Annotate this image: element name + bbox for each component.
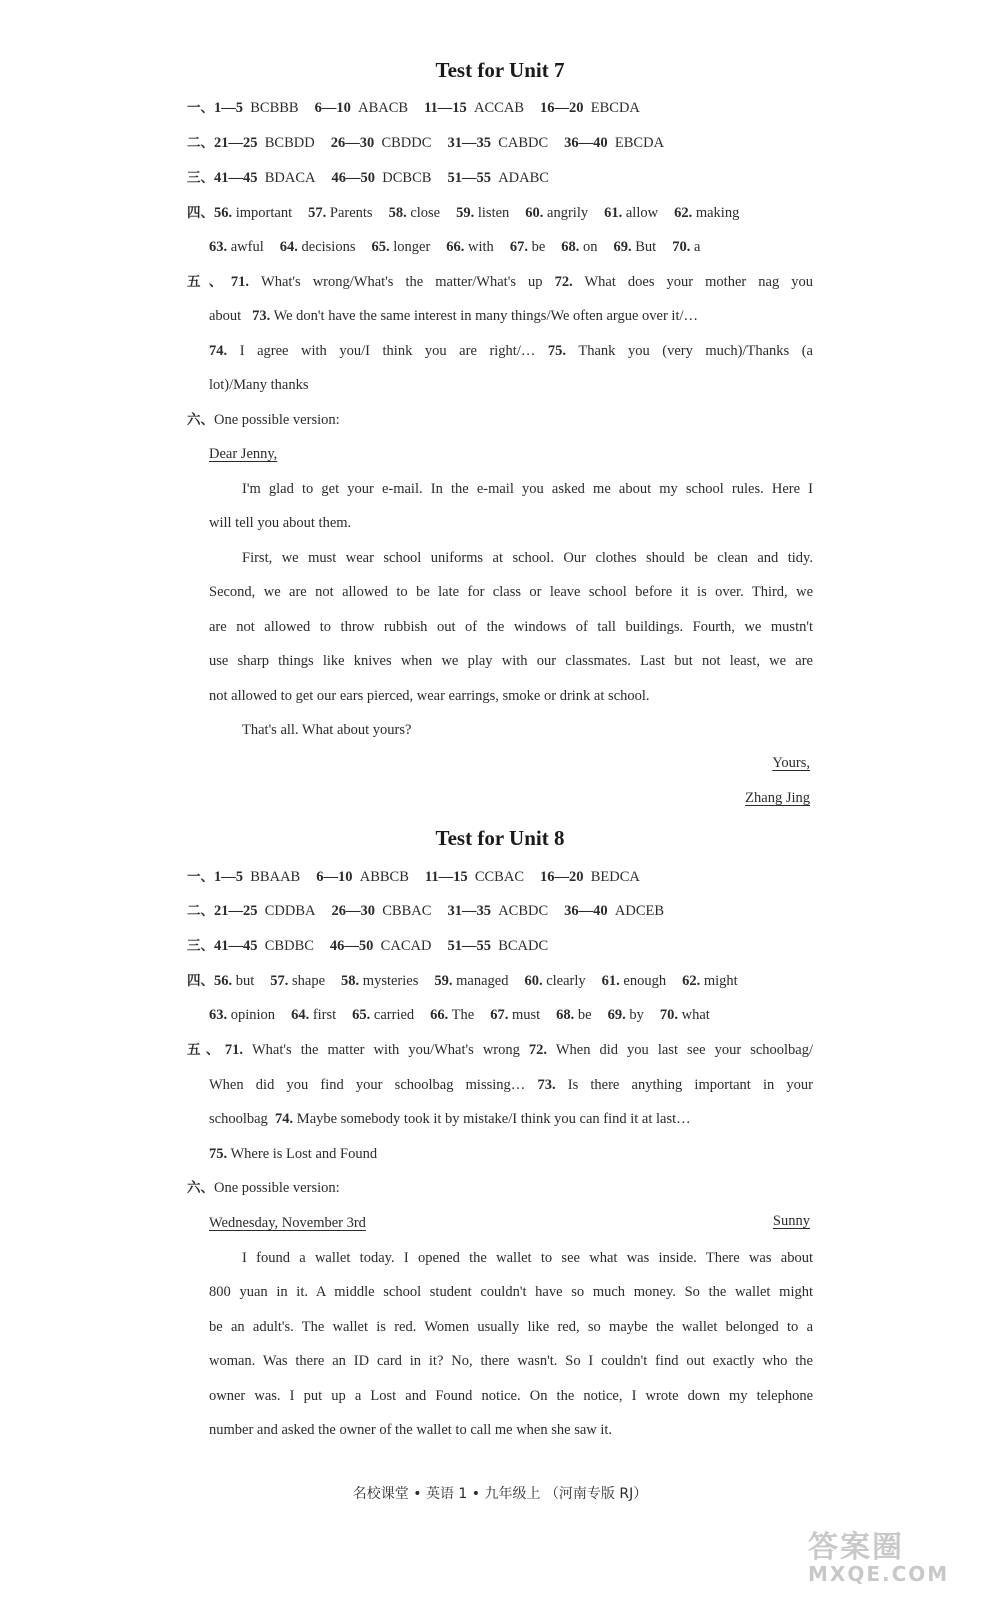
unit7-letter-line6: use sharp things like knives when we play with our classmates. Last but not least, we are bbox=[209, 653, 813, 669]
unit8-section1: 一、1—5 BBAAB 6—10 ABBCB 11—15 CCBAC 16—20 BEDCA bbox=[187, 869, 640, 885]
unit7-section4-row1: 四、56. important 57. Parents 58. close 59. listen 60. angrily 61. allow 62. making bbox=[187, 205, 740, 221]
unit8-section5-line3: schoolbag 74. Maybe somebody took it by mistake/I think you can find it at last… bbox=[209, 1111, 691, 1127]
unit7-title: Test for Unit 7 bbox=[435, 58, 565, 82]
unit8-section2: 二、21—25 CDDBA 26—30 CBBAC 31—35 ACBDC 36—40 ADCEB bbox=[187, 903, 665, 919]
unit7-section5-line1: 五、71. What's wrong/What's the matter/What's up 72. What does your mother nag you bbox=[187, 274, 813, 290]
unit8-section5-line4: 75. Where is Lost and Found bbox=[209, 1146, 378, 1162]
unit7-letter-line8: That's all. What about yours? bbox=[242, 722, 412, 738]
unit7-section5-line3: 74. I agree with you/I think you are right/… 75. Thank you (very much)/Thanks (a bbox=[209, 343, 813, 359]
unit8-section4-row1: 四、56. but 57. shape 58. mysteries 59. managed 60. clearly 61. enough 62. might bbox=[187, 973, 738, 989]
unit7-letter-line2: will tell you about them. bbox=[209, 515, 352, 531]
unit7-section5-line2: about 73. We don't have the same interest in many things/We often argue over it/… bbox=[209, 308, 699, 324]
unit8-section5-line2: When did you find your schoolbag missing… 73. Is there anything important in your bbox=[209, 1077, 813, 1093]
unit8-diary-line6: number and asked the owner of the wallet to call me when she saw it. bbox=[209, 1422, 613, 1438]
unit7-section4-row2: 63. awful 64. decisions 65. longer 66. with 67. be 68. on 69. But 70. a bbox=[209, 239, 701, 255]
unit7-letter-line5: are not allowed to throw rubbish out of the windows of tall buildings. Fourth, we mustn't bbox=[209, 619, 813, 635]
page-footer: 名校课堂 • 英语 1 • 九年级上 （河南专版 RJ） bbox=[352, 1486, 648, 1502]
unit7-letter-closing: Yours, bbox=[772, 755, 810, 771]
unit8-section3: 三、41—45 CBDBC 46—50 CACAD 51—55 BCADC bbox=[187, 938, 549, 954]
unit7-letter-line1: I'm glad to get your e-mail. In the e-mail you asked me about my school rules. Here I bbox=[242, 481, 813, 497]
watermark-bottom: MXQE.COM bbox=[808, 1562, 950, 1586]
unit8-diary-name: Sunny bbox=[772, 1213, 810, 1229]
unit8-section4-row2: 63. opinion 64. first 65. carried 66. The 67. must 68. be 69. by 70. what bbox=[209, 1007, 710, 1023]
unit8-diary-line3: be an adult's. The wallet is red. Women usually like red, so maybe the wallet belonged to a bbox=[209, 1319, 813, 1335]
unit7-letter-signature: Zhang Jing bbox=[745, 790, 810, 806]
unit8-section6-intro: 六、One possible version: bbox=[187, 1180, 340, 1196]
unit7-letter-line3: First, we must wear school uniforms at school. Our clothes should be clean and tidy. bbox=[242, 550, 813, 566]
unit8-diary-line5: owner was. I put up a Lost and Found notice. On the notice, I wrote down my telephone bbox=[209, 1388, 813, 1404]
unit8-diary-line4: woman. Was there an ID card in it? No, there wasn't. So I couldn't find out exactly who the bbox=[209, 1353, 813, 1369]
unit7-section6-intro: 六、One possible version: bbox=[187, 412, 340, 428]
watermark-top: 答案圈 bbox=[808, 1530, 904, 1565]
unit8-title: Test for Unit 8 bbox=[435, 826, 565, 850]
unit7-letter-line4: Second, we are not allowed to be late for class or leave school before it is over. Third, we bbox=[209, 584, 813, 600]
unit8-section5-line1: 五、71. What's the matter with you/What's wrong 72. When did you last see your schoolbag/ bbox=[187, 1042, 814, 1058]
unit7-section2: 二、21—25 BCBDD 26—30 CBDDC 31—35 CABDC 36—40 EBCDA bbox=[187, 135, 665, 151]
unit7-letter-salutation: Dear Jenny, bbox=[209, 446, 278, 462]
unit8-diary-line1: I found a wallet today. I opened the wallet to see what was inside. There was about bbox=[242, 1250, 813, 1266]
unit7-section5-line4: lot)/Many thanks bbox=[209, 377, 309, 393]
unit8-diary-line2: 800 yuan in it. A middle school student couldn't have so much money. So the wallet might bbox=[209, 1284, 813, 1300]
unit7-letter-line7: not allowed to get our ears pierced, wear earrings, smoke or drink at school. bbox=[209, 688, 650, 704]
unit8-diary-date: Wednesday, November 3rd bbox=[209, 1215, 366, 1231]
unit7-section3: 三、41—45 BDACA 46—50 DCBCB 51—55 ADABC bbox=[187, 170, 549, 186]
unit7-section1: 一、1—5 BCBBB 6—10 ABACB 11—15 ACCAB 16—20 EBCDA bbox=[187, 100, 640, 116]
watermark-logo bbox=[808, 1522, 978, 1594]
